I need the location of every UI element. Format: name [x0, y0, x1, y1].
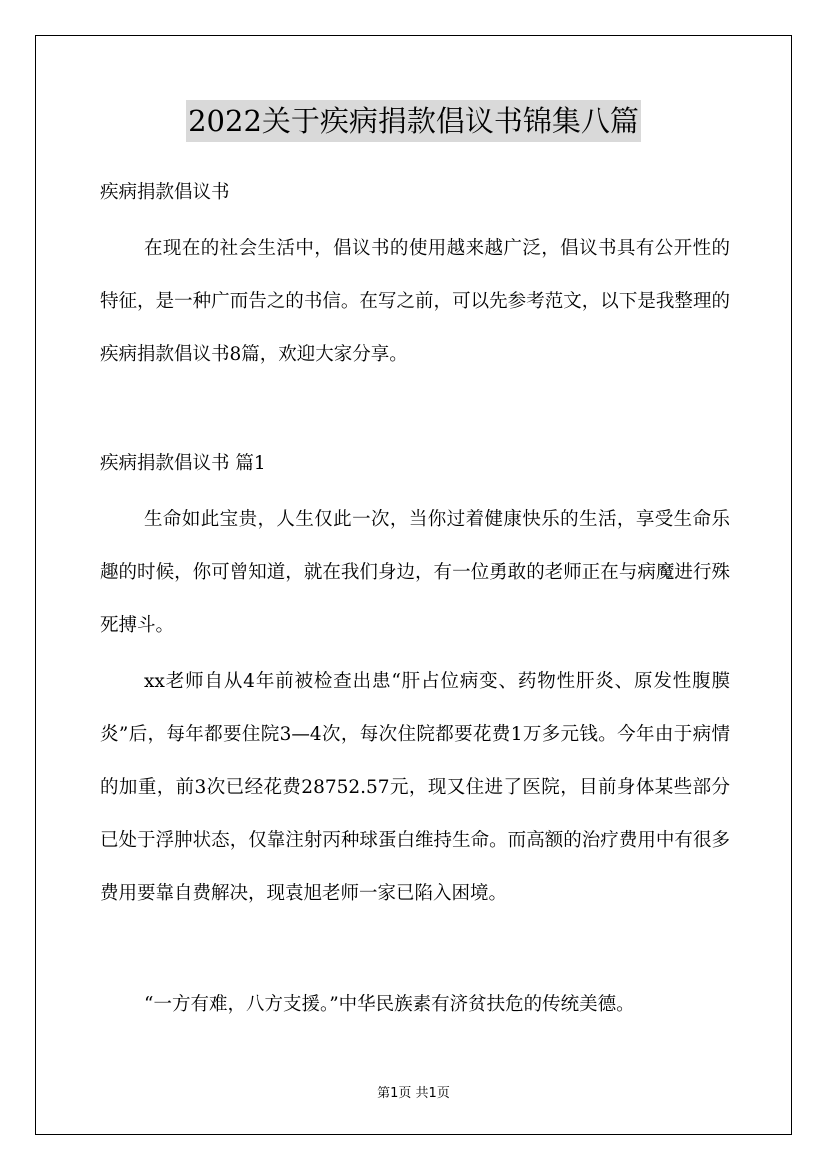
- section-heading-intro: 疾病捐款倡议书: [100, 182, 230, 203]
- intro-paragraph: 在现在的社会生活中，倡议书的使用越来越广泛，倡议书具有公开性的特征，是一种广而告之的书信。在写之前，可以先参考范文，以下是我整理的疾病捐款倡议书8篇，欢迎大家分享。: [100, 238, 730, 365]
- paragraph-3: “一方有难，八方支援。”中华民族素有济贫扶危的传统美德。: [144, 994, 635, 1015]
- paragraph-1: 生命如此宝贵，人生仅此一次，当你过着健康快乐的生活，享受生命乐趣的时候，你可曾知道，就在我们身边，有一位勇敢的老师正在与病魔进行殊死搏斗。: [100, 509, 730, 636]
- section-heading-part-1: 疾病捐款倡议书 篇1: [100, 453, 266, 474]
- paragraph-2: xx老师自从4年前被检查出患“肝占位病变、药物性肝炎、原发性腹膜炎”后，每年都要住院3—4次，每次住院都要花费1万多元钱。今年由于病情的加重，前3次已经花费28752.57元，现又住进了医院，目前身体某些部分已处于浮肿状态，仅靠注射丙种球蛋白维持生命。而高额的治疗费用中有很多费用要靠自费解决，现袁旭老师一家已陷入困境。: [100, 671, 730, 904]
- page-footer: 第1页 共1页: [377, 1086, 450, 1101]
- document-title: 2022关于疾病捐款倡议书锦集八篇: [186, 100, 641, 142]
- title-wrapper: [0, 100, 827, 142]
